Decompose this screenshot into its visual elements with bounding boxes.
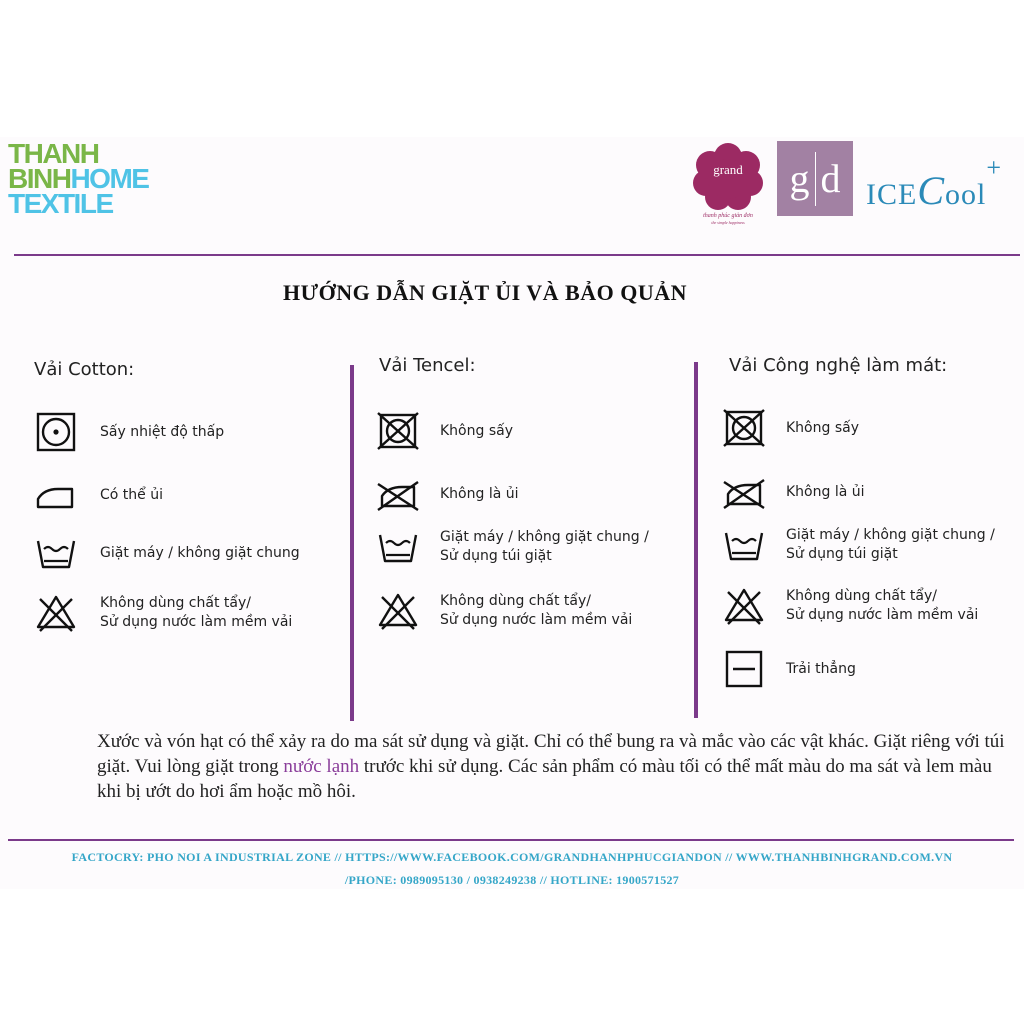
grand-subtagline: the simple happiness [711, 220, 745, 225]
care-item-label-line: Trải thẳng [786, 660, 856, 677]
care-item [34, 591, 292, 635]
care-item-label-line: Sử dụng nước làm mềm vải [100, 614, 293, 630]
care-item [34, 410, 224, 454]
care-item-label-line: Giặt máy / không giặt chung / [786, 527, 995, 543]
iron-icon [34, 473, 78, 517]
grand-tagline: thanh phúc giản đơn [703, 213, 753, 219]
care-item-label-line: Không dùng chất tẩy/ [440, 593, 591, 609]
icecool-ice: ICE [866, 178, 918, 211]
care-item [376, 589, 632, 633]
no-tumble-dry-icon [722, 406, 766, 450]
care-item-label [100, 594, 292, 632]
footer-line-1: FACTOCRY: PHO NOI A INDUSTRIAL ZONE // HTTPS://WWW.FACEBOOK.COM/GRANDHANHPHUCGIANDON // WWW.THANHBINHGRAND.COM.VN [71, 850, 953, 864]
no-bleach-icon [722, 584, 766, 628]
care-paragraph [97, 729, 1012, 804]
wash-tub-icon [376, 525, 420, 569]
care-item-label-line: Không là ủi [786, 483, 865, 500]
care-item-label [786, 660, 856, 679]
paragraph-part-1: Xước và vón hạt có thể xảy ra do ma sát sử dụng và giặt. Chỉ có thể bung ra và mắc vào các vật khác. Giặt riêng với túi giặt. Vui lòng giặt trong [97, 731, 1005, 777]
wash-tub-icon [722, 523, 766, 567]
column-title: Vải Tencel: [379, 355, 476, 376]
care-item-label-line: Không dùng chất tẩy/ [786, 588, 937, 604]
care-item-label-line: Không dùng chất tẩy/ [100, 595, 251, 611]
care-item-label [100, 544, 300, 563]
care-item-label [786, 419, 859, 438]
no-tumble-dry-icon [376, 409, 420, 453]
care-item [376, 472, 519, 516]
care-item-label-line: Không là ủi [440, 485, 519, 502]
care-label-card [0, 137, 1024, 889]
icecool-ool: ool [945, 178, 987, 211]
care-item-label-line: Sử dụng nước làm mềm vải [440, 612, 633, 628]
logo-line-1: THANH [8, 138, 99, 169]
no-bleach-icon [376, 589, 420, 633]
care-item [34, 531, 300, 575]
wash-tub-icon [34, 531, 78, 575]
care-item [722, 406, 859, 450]
tumble-dry-low-icon [34, 410, 78, 454]
care-item-label [786, 526, 995, 564]
care-item-label [100, 486, 163, 505]
care-item-label [440, 592, 632, 630]
icecool-plus: + [986, 153, 1003, 182]
bottom-divider [8, 839, 1014, 841]
column-divider-2 [694, 362, 698, 718]
care-item-label [100, 423, 224, 442]
no-iron-icon [722, 470, 766, 514]
dry-flat-icon [722, 647, 766, 691]
care-item-label-line: Không sấy [786, 419, 859, 436]
icecool-c: C [917, 168, 946, 213]
paragraph-part-2: trước khi sử dụng. Các sản phẩm có màu tối có thể mất màu do ma sát và lem màu khi bị ướt do hơi ẩm hoặc mồ hôi. [97, 756, 992, 802]
care-item-label-line: Có thể ủi [100, 486, 163, 503]
care-item-label-line: Giặt máy / không giặt chung / [440, 529, 649, 545]
thanh-binh-home-textile-logo [8, 138, 149, 219]
care-item [34, 473, 163, 517]
logo-line-3: TEXTILE [8, 188, 113, 219]
care-item [722, 584, 978, 628]
care-item-label-line: Sử dụng nước làm mềm vải [786, 607, 979, 623]
care-item [722, 647, 856, 691]
top-divider [14, 254, 1020, 256]
logo-line-2b: HOME [70, 163, 149, 194]
care-item [376, 525, 649, 569]
care-item-label-line: Sử dụng túi giặt [786, 546, 898, 562]
column-title: Vải Cotton: [34, 359, 135, 380]
care-item-label-line: Sấy nhiệt độ thấp [100, 423, 225, 440]
care-item-label [440, 422, 513, 441]
logo-line-2a: BINH [8, 163, 71, 194]
care-item-label [786, 587, 978, 625]
care-item [722, 470, 865, 514]
grand-logo-text: grand [713, 162, 743, 177]
column-title: Vải Công nghệ làm mát: [729, 355, 948, 376]
care-item [376, 409, 513, 453]
icecool-logo [866, 153, 1003, 214]
column-divider-1 [350, 365, 354, 721]
care-item-label-line: Sử dụng túi giặt [440, 548, 552, 564]
gd-logo-divider [815, 152, 816, 206]
no-iron-icon [376, 472, 420, 516]
care-item-label-line: Giặt máy / không giặt chung [100, 544, 300, 561]
grand-logo [688, 137, 768, 227]
gd-logo-d: d [820, 156, 841, 201]
care-item-label [440, 485, 519, 504]
care-item-label [786, 483, 865, 502]
gd-logo [777, 141, 853, 216]
care-item [722, 523, 995, 567]
page-title: HƯỚNG DẪN GIẶT ỦI VÀ BẢO QUẢN [282, 280, 687, 305]
no-bleach-icon [34, 591, 78, 635]
care-item-label-line: Không sấy [440, 422, 513, 439]
gd-logo-g: g [789, 156, 810, 201]
paragraph-highlight: nước lạnh [283, 756, 360, 777]
footer-line-2: /PHONE: 0989095130 / 0938249238 // HOTLINE: 1900571527 [344, 873, 680, 887]
care-item-label [440, 528, 649, 566]
